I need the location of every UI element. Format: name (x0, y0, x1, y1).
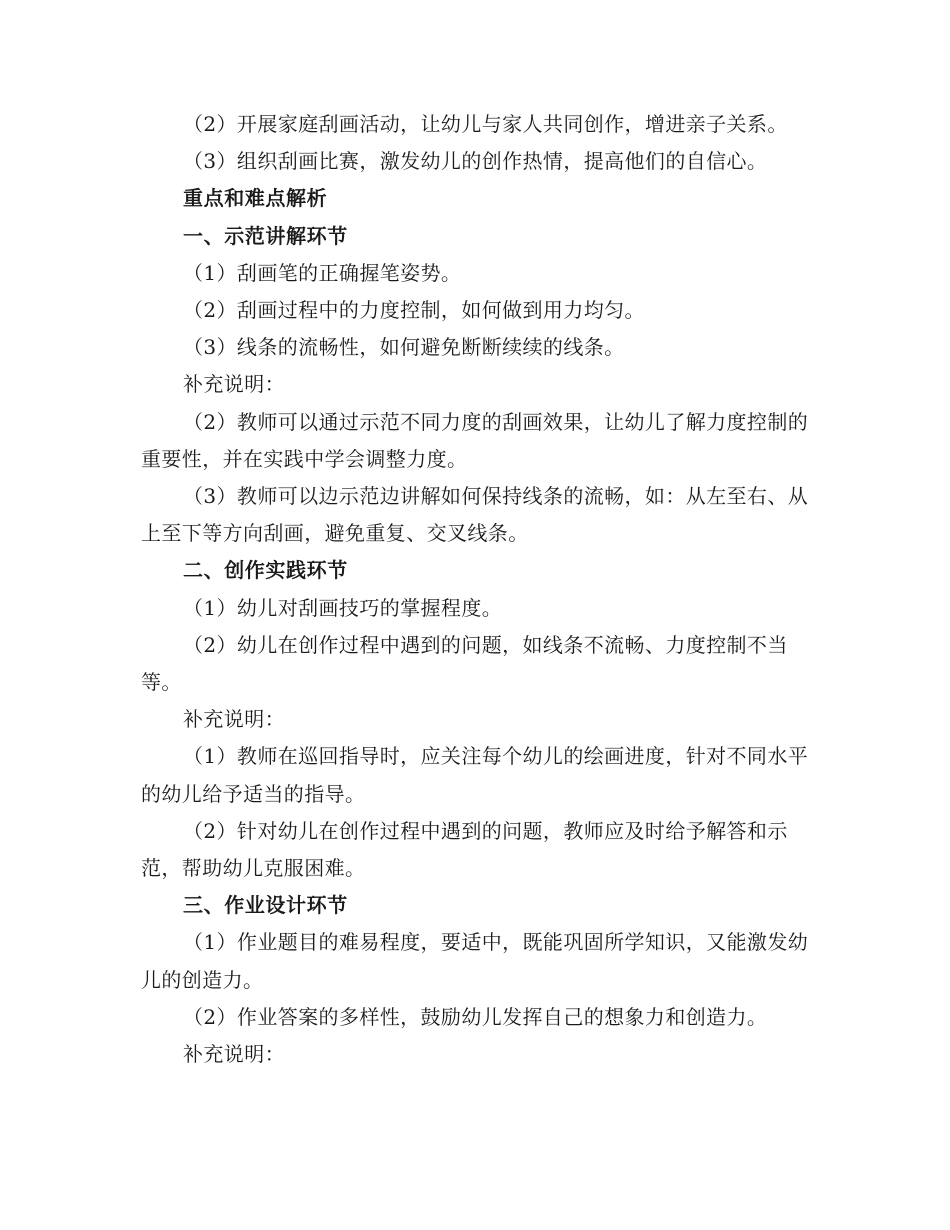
paragraph-force-control: （2）刮画过程中的力度控制，如何做到用力均匀。 (183, 298, 645, 323)
paragraph-supplement-label: 补充说明： (183, 372, 285, 397)
heading-creative-practice: 二、创作实践环节 (183, 558, 348, 583)
paragraph-homework-difficulty: （1）作业题目的难易程度，要适中，既能巩固所学知识，又能激发幼儿的创造力。 (141, 930, 809, 992)
paragraph-grip-posture: （1）刮画笔的正确握笔姿势。 (183, 260, 462, 285)
heading-homework-design: 三、作业设计环节 (183, 893, 348, 918)
paragraph-supplement-help: （2）针对幼儿在创作过程中遇到的问题，教师应及时给予解答和示范，帮助幼儿克服困难。 (141, 818, 788, 881)
paragraph-skill-mastery: （1）幼儿对刮画技巧的掌握程度。 (183, 595, 503, 620)
paragraph-line-fluency: （3）线条的流畅性，如何避免断断续续的线条。 (183, 335, 625, 360)
paragraph-supplement-guidance: （1）教师在巡回指导时，应关注每个幼儿的绘画进度，针对不同水平的幼儿给予适当的指导。 (141, 744, 809, 806)
paragraph-creation-problems: （2）幼儿在创作过程中遇到的问题，如线条不流畅、力度控制不当等。 (141, 632, 788, 695)
paragraph-family-activity: （2）开展家庭刮画活动，让幼儿与家人共同创作，增进亲子关系。 (183, 112, 788, 136)
paragraph-supplement-force: （2）教师可以通过示范不同力度的刮画效果，让幼儿了解力度控制的重要性，并在实践中学会调整力度。 (141, 409, 809, 471)
document-body (141, 106, 816, 1073)
paragraph-supplement-lines: （3）教师可以边示范边讲解如何保持线条的流畅，如：从左至右、从上至下等方向刮画，避免重复、交叉线条。 (141, 484, 809, 546)
heading-key-points: 重点和难点解析 (183, 186, 328, 211)
paragraph-homework-diversity: （2）作业答案的多样性，鼓励幼儿发挥自己的想象力和创造力。 (183, 1004, 768, 1029)
paragraph-supplement-label: 补充说明： (183, 707, 285, 732)
heading-demonstration: 一、示范讲解环节 (183, 223, 348, 248)
paragraph-supplement-label: 补充说明： (183, 1042, 285, 1067)
paragraph-competition: （3）组织刮画比赛，激发幼儿的创作热情，提高他们的自信心。 (183, 149, 768, 174)
